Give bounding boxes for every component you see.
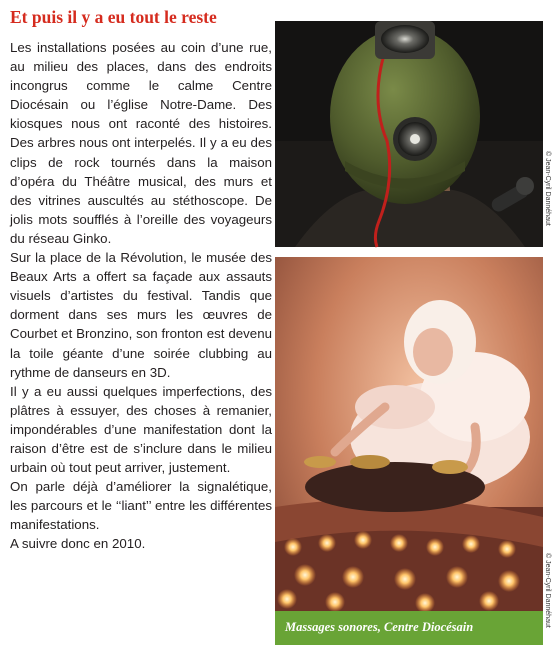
article-paragraph: Les installations posées au coin d’une rue, au milieu des places, dans des endroits incongrus comme le calme Centre Diocésain ou l’église Notre-Dame. Des kiosques nous ont raconté des histoires. Des arbres nous ont interpelés. Il y a eu des clips de rock tournés dans la maison d’opéra du Théâtre musical, des murs et des vitrines auscultés au stéthoscope. De jolis mots soufflés à l’oreille des voyageurs du réseau Ginko. [10, 40, 272, 246]
article-paragraph: On parle déjà d’améliorer la signalétique, les parcours et le ‘‘liant’’ entre les différentes manifestations. [10, 479, 272, 533]
photo-credit: © Jean-Cyril Dannéhaut [544, 553, 551, 628]
article-paragraph: Sur la place de la Révolution, le musée des Beaux Arts a offert sa façade aux assauts visuels d’artistes du festival. Tandis que dorment dans ses murs les œuvres de Courbet et Bronzino, son fronton est devenu la toile géante d’une soirée clubbing au rythme de danseurs en 3D. [10, 250, 272, 380]
photo-caption: Massages sonores, Centre Diocésain [285, 620, 474, 634]
article-paragraph: A suivre donc en 2010. [10, 536, 146, 552]
photo-credit: © Jean-Cyril Dannéhaut [544, 151, 551, 226]
article-body [10, 38, 272, 554]
caption-bar [275, 611, 543, 645]
photo-helmet-speaker [275, 21, 551, 247]
article-paragraph: Il y a eu aussi quelques imperfections, des plâtres à essuyer, des choses à remanier, impondérables d’une manifestation dont la raison d’être est de s’inclure dans le milieu urbain où tout peut arriver, justement. [10, 383, 272, 476]
article-heading: Et puis il y a eu tout le reste [10, 7, 217, 27]
photo-singing-bowls [275, 257, 551, 645]
